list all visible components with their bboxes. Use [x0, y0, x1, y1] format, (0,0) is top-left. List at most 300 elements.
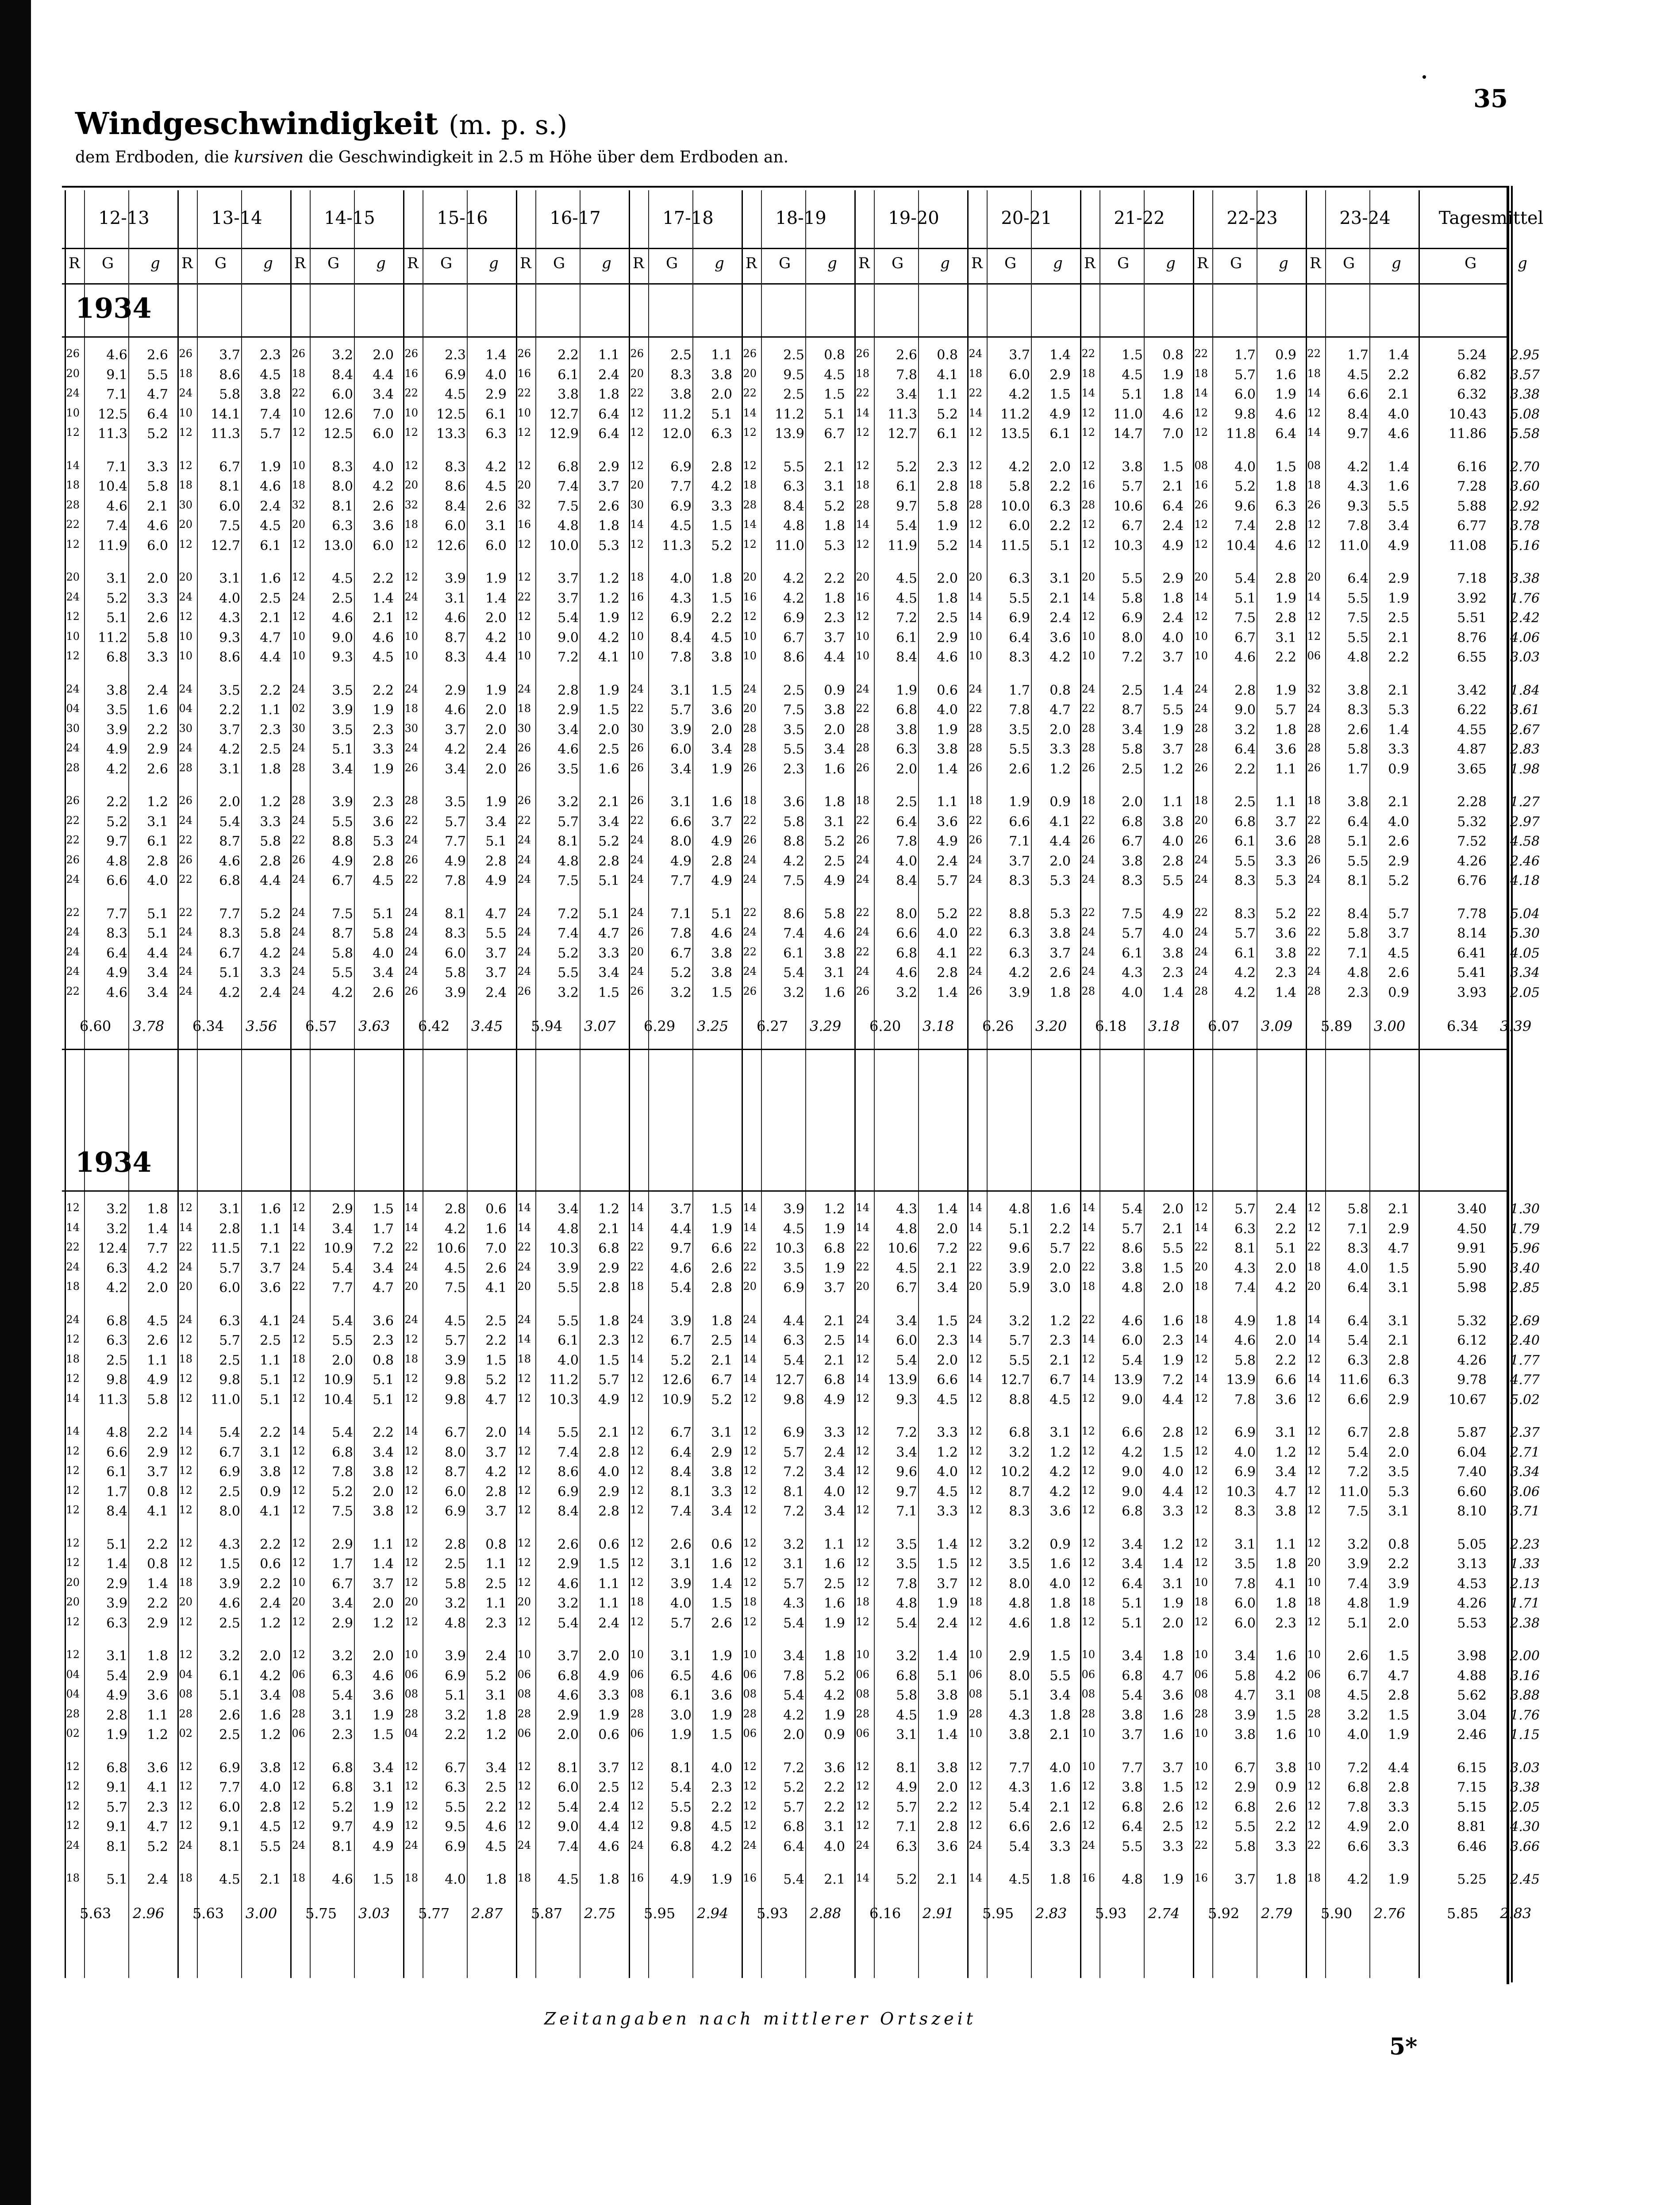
- wind-direction: 10: [856, 650, 869, 662]
- speed-G: 2.5: [219, 1727, 240, 1743]
- wind-direction: 12: [856, 1556, 869, 1569]
- wind-direction: 12: [1307, 1425, 1321, 1437]
- wind-direction: 26: [404, 347, 418, 360]
- wind-direction: 18: [856, 479, 869, 491]
- speed-G: 4.2: [1234, 985, 1256, 1001]
- speed-g: 2.2: [147, 1425, 168, 1440]
- wind-direction: 24: [179, 1260, 192, 1273]
- speed-G: 5.7: [106, 1799, 127, 1815]
- daily-G: 3.98: [1457, 1648, 1487, 1664]
- wind-direction: 10: [630, 1648, 644, 1661]
- speed-g: 4.5: [260, 367, 281, 383]
- speed-G: 6.4: [1347, 1280, 1369, 1296]
- wind-direction: 22: [743, 1241, 757, 1253]
- speed-G: 5.1: [1347, 1615, 1369, 1631]
- speed-G: 12.7: [1000, 1372, 1030, 1388]
- speed-g: 7.2: [1162, 1372, 1184, 1388]
- speed-g: 4.5: [373, 650, 394, 665]
- wind-direction: 24: [179, 742, 192, 754]
- speed-g: 1.8: [598, 518, 619, 534]
- speed-g: 7.4: [260, 406, 281, 422]
- wind-direction: 10: [404, 406, 418, 419]
- speed-G: 9.8: [1234, 406, 1256, 422]
- wind-direction: 12: [292, 610, 305, 623]
- speed-g: 4.0: [485, 367, 507, 383]
- daily-g: 3.03: [1510, 1760, 1540, 1776]
- speed-g: 3.6: [937, 814, 958, 830]
- wind-direction: 14: [969, 1872, 982, 1884]
- speed-g: 1.8: [147, 1201, 168, 1217]
- speed-G: 4.6: [445, 610, 466, 626]
- speed-g: 4.0: [937, 1464, 958, 1480]
- wind-direction: 12: [292, 1819, 305, 1832]
- wind-direction: 20: [517, 1596, 531, 1608]
- wind-direction: 12: [292, 538, 305, 550]
- speed-G: 6.0: [1009, 367, 1030, 383]
- monthly-mean-g: 2.87: [471, 1905, 503, 1922]
- section-year: 1934: [75, 1146, 152, 1178]
- speed-G: 5.7: [670, 702, 692, 718]
- speed-G: 3.7: [1122, 1727, 1143, 1743]
- speed-G: 3.4: [332, 1596, 353, 1611]
- wind-direction: 18: [1194, 367, 1208, 380]
- wind-direction: 06: [630, 1727, 644, 1739]
- wind-direction: 22: [856, 945, 869, 958]
- speed-g: 1.4: [937, 761, 958, 777]
- wind-direction: 12: [630, 1444, 644, 1457]
- speed-g: 4.9: [485, 873, 507, 889]
- speed-g: 1.8: [1275, 1556, 1296, 1572]
- speed-g: 2.2: [373, 682, 394, 698]
- speed-G: 3.1: [896, 1727, 917, 1743]
- speed-g: 1.8: [1050, 1615, 1071, 1631]
- wind-direction: 12: [1307, 1504, 1321, 1516]
- wind-direction: 28: [179, 761, 192, 774]
- speed-g: 6.7: [711, 1372, 732, 1388]
- speed-G: 6.9: [219, 1760, 240, 1776]
- wind-direction: 10: [1307, 1576, 1321, 1589]
- speed-G: 4.8: [557, 518, 579, 534]
- wind-direction: 10: [1081, 1727, 1095, 1739]
- speed-G: 7.1: [1347, 945, 1369, 961]
- speed-g: 3.7: [1162, 742, 1184, 757]
- speed-g: 4.6: [1162, 406, 1184, 422]
- speed-G: 1.7: [1347, 761, 1369, 777]
- wind-direction: 32: [404, 498, 418, 511]
- speed-g: 1.8: [824, 794, 845, 810]
- wind-direction: 24: [179, 387, 192, 399]
- speed-g: 6.3: [1050, 498, 1071, 514]
- speed-g: 1.5: [711, 590, 732, 606]
- daily-g: 3.40: [1510, 1260, 1540, 1276]
- wind-direction: 22: [969, 702, 982, 715]
- monthly-mean-g: 3.07: [584, 1018, 616, 1035]
- monthly-mean-G: 5.93: [1095, 1905, 1127, 1922]
- wind-direction: 04: [179, 1668, 192, 1681]
- speed-G: 8.3: [1009, 650, 1030, 665]
- speed-G: 3.1: [783, 1556, 804, 1572]
- speed-G: 7.8: [1009, 702, 1030, 718]
- speed-g: 4.0: [1050, 1760, 1071, 1776]
- wind-direction: 10: [517, 650, 531, 662]
- speed-G: 4.8: [896, 1221, 917, 1237]
- speed-G: 11.9: [98, 538, 127, 554]
- wind-direction: 10: [969, 630, 982, 643]
- wind-direction: 14: [404, 1201, 418, 1214]
- speed-G: 5.7: [557, 814, 579, 830]
- wind-direction: 24: [743, 1839, 757, 1851]
- speed-g: 4.7: [1275, 1484, 1296, 1500]
- wind-direction: 12: [630, 1464, 644, 1477]
- speed-g: 2.2: [1275, 650, 1296, 665]
- speed-G: 4.8: [557, 1221, 579, 1237]
- speed-g: 3.1: [373, 1780, 394, 1795]
- wind-direction: 18: [743, 794, 757, 807]
- speed-G: 7.4: [1234, 1280, 1256, 1296]
- wind-direction: 22: [969, 945, 982, 958]
- speed-g: 5.2: [937, 406, 958, 422]
- wind-direction: 22: [1081, 347, 1095, 360]
- speed-G: 5.5: [1009, 742, 1030, 757]
- speed-G: 4.2: [332, 985, 353, 1001]
- speed-G: 12.7: [549, 406, 579, 422]
- wind-direction: 20: [404, 1596, 418, 1608]
- daily-G: 5.41: [1457, 965, 1487, 981]
- speed-G: 8.3: [1234, 1504, 1256, 1519]
- speed-g: 4.4: [147, 945, 168, 961]
- speed-g: 0.8: [1050, 682, 1071, 698]
- wind-direction: 12: [630, 1372, 644, 1385]
- speed-G: 3.5: [557, 761, 579, 777]
- wind-direction: 24: [856, 965, 869, 977]
- sub-header-g: [940, 254, 950, 272]
- speed-g: 1.1: [711, 347, 732, 363]
- speed-g: 2.0: [937, 1221, 958, 1237]
- speed-G: 2.0: [896, 761, 917, 777]
- speed-G: 5.8: [1122, 590, 1143, 606]
- speed-G: 5.2: [557, 945, 579, 961]
- speed-g: 4.9: [937, 834, 958, 849]
- speed-G: 2.9: [1234, 1780, 1256, 1795]
- wind-direction: 18: [179, 1872, 192, 1884]
- daily-G: 7.52: [1457, 834, 1487, 849]
- speed-G: 6.1: [557, 367, 579, 383]
- wind-direction: 14: [969, 1333, 982, 1345]
- speed-G: 6.4: [1122, 1819, 1143, 1835]
- speed-G: 7.5: [557, 873, 579, 889]
- speed-g: 3.7: [1162, 1760, 1184, 1776]
- speed-G: 7.8: [1234, 1576, 1256, 1592]
- speed-G: 6.0: [1009, 518, 1030, 534]
- wind-direction: 18: [969, 479, 982, 491]
- wind-direction: 26: [856, 347, 869, 360]
- speed-G: 2.8: [106, 1707, 127, 1723]
- daily-G: 5.24: [1457, 347, 1487, 363]
- wind-direction: 26: [517, 742, 531, 754]
- wind-direction: 22: [743, 1260, 757, 1273]
- speed-g: 5.1: [937, 1668, 958, 1684]
- speed-g: 2.4: [1050, 610, 1071, 626]
- wind-direction: 10: [856, 630, 869, 643]
- wind-direction: 14: [292, 1425, 305, 1437]
- speed-g: 4.7: [260, 630, 281, 646]
- speed-g: 5.1: [373, 1392, 394, 1408]
- speed-G: 4.9: [1347, 1819, 1369, 1835]
- speed-G: 2.2: [219, 702, 240, 718]
- speed-g: 2.8: [260, 853, 281, 869]
- speed-g: 1.2: [260, 794, 281, 810]
- wind-direction: 10: [292, 1576, 305, 1589]
- speed-g: 3.3: [1162, 1504, 1184, 1519]
- hour-header: 17-18: [662, 208, 714, 228]
- wind-direction: 06: [969, 1668, 982, 1681]
- wind-direction: 12: [292, 1648, 305, 1661]
- speed-G: 2.5: [1122, 682, 1143, 698]
- wind-direction: 14: [743, 518, 757, 531]
- wind-direction: 12: [630, 1536, 644, 1549]
- wind-direction: 28: [1307, 985, 1321, 997]
- speed-g: 2.1: [824, 1872, 845, 1887]
- daily-g: 3.34: [1510, 1464, 1540, 1480]
- speed-g: 5.3: [824, 538, 845, 554]
- speed-G: 5.1: [1009, 1221, 1030, 1237]
- speed-g: 2.0: [937, 571, 958, 586]
- wind-direction: 12: [743, 1464, 757, 1477]
- wind-direction: 10: [1194, 630, 1208, 643]
- speed-G: 3.9: [445, 1352, 466, 1368]
- speed-g: 2.4: [260, 1596, 281, 1611]
- speed-G: 6.9: [783, 610, 804, 626]
- wind-direction: 12: [66, 1333, 80, 1345]
- wind-direction: 28: [404, 794, 418, 807]
- wind-direction: 28: [292, 794, 305, 807]
- speed-g: 4.2: [147, 1260, 168, 1276]
- daily-g: 3.88: [1510, 1688, 1540, 1703]
- wind-direction: 18: [404, 518, 418, 531]
- speed-g: 2.8: [937, 1819, 958, 1835]
- speed-g: 2.9: [598, 1260, 619, 1276]
- speed-G: 10.3: [1113, 538, 1143, 554]
- speed-G: 3.7: [557, 590, 579, 606]
- speed-G: 3.2: [332, 347, 353, 363]
- sub-header-R: R: [971, 254, 983, 272]
- wind-direction: 24: [969, 965, 982, 977]
- speed-G: 4.2: [106, 1280, 127, 1296]
- daily-G: 5.88: [1457, 498, 1487, 514]
- speed-g: 3.7: [485, 1504, 507, 1519]
- speed-G: 5.1: [332, 742, 353, 757]
- speed-G: 3.4: [332, 1221, 353, 1237]
- speed-G: 8.1: [219, 1839, 240, 1855]
- speed-G: 9.0: [1122, 1392, 1143, 1408]
- speed-g: 3.1: [1388, 1313, 1409, 1329]
- speed-g: 3.6: [711, 1688, 732, 1703]
- speed-g: 3.7: [824, 630, 845, 646]
- speed-G: 6.9: [445, 367, 466, 383]
- speed-g: 1.8: [598, 387, 619, 402]
- speed-G: 8.3: [106, 926, 127, 941]
- wind-direction: 12: [404, 1333, 418, 1345]
- wind-direction: 24: [743, 682, 757, 695]
- speed-G: 8.1: [219, 479, 240, 494]
- speed-G: 3.8: [557, 387, 579, 402]
- speed-G: 8.0: [896, 906, 917, 922]
- wind-direction: 32: [517, 498, 531, 511]
- speed-G: 8.4: [670, 1464, 692, 1480]
- speed-g: 4.9: [598, 1392, 619, 1408]
- wind-direction: 24: [1307, 965, 1321, 977]
- speed-G: 2.0: [783, 1727, 804, 1743]
- speed-G: 9.6: [896, 1464, 917, 1480]
- speed-G: 4.0: [896, 853, 917, 869]
- wind-direction: 12: [1307, 1615, 1321, 1628]
- speed-g: 2.3: [937, 1333, 958, 1348]
- speed-g: 3.7: [711, 814, 732, 830]
- speed-G: 8.3: [1234, 873, 1256, 889]
- speed-G: 5.1: [1009, 1688, 1030, 1703]
- wind-direction: 22: [1307, 945, 1321, 958]
- speed-G: 2.0: [557, 1727, 579, 1743]
- speed-g: 2.1: [1050, 1799, 1071, 1815]
- wind-direction: 24: [856, 926, 869, 938]
- speed-g: 4.0: [824, 1839, 845, 1855]
- wind-direction: 10: [1194, 650, 1208, 662]
- speed-g: 5.3: [1050, 906, 1071, 922]
- speed-g: 6.0: [147, 538, 168, 554]
- daily-G: 3.04: [1457, 1707, 1487, 1723]
- wind-direction: 24: [404, 590, 418, 603]
- speed-G: 4.2: [1347, 459, 1369, 475]
- speed-g: 1.9: [373, 1799, 394, 1815]
- speed-G: 2.5: [783, 682, 804, 698]
- speed-g: 6.1: [260, 538, 281, 554]
- daily-g: 1.77: [1510, 1352, 1540, 1368]
- monthly-mean-G: 5.89: [1321, 1018, 1353, 1035]
- wind-direction: 12: [1081, 538, 1095, 550]
- speed-G: 5.1: [106, 1536, 127, 1552]
- sub-header-g-text: g: [376, 254, 386, 272]
- wind-direction: 24: [66, 1839, 80, 1851]
- wind-direction: 14: [1081, 590, 1095, 603]
- speed-g: 3.1: [1050, 571, 1071, 586]
- daily-G: 5.90: [1457, 1260, 1487, 1276]
- speed-G: 12.5: [436, 406, 466, 422]
- speed-g: 1.2: [373, 1615, 394, 1631]
- speed-G: 8.3: [332, 459, 353, 475]
- wind-direction: 14: [743, 1333, 757, 1345]
- speed-G: 6.7: [1347, 1668, 1369, 1684]
- speed-G: 11.3: [98, 426, 127, 442]
- speed-G: 4.9: [332, 853, 353, 869]
- speed-g: 3.8: [937, 742, 958, 757]
- speed-G: 5.4: [219, 814, 240, 830]
- wind-direction: 12: [404, 1576, 418, 1589]
- speed-G: 6.3: [896, 1839, 917, 1855]
- wind-direction: 28: [1307, 834, 1321, 846]
- speed-g: 2.2: [147, 722, 168, 738]
- speed-G: 9.1: [106, 1819, 127, 1835]
- monthly-mean-G: 6.60: [80, 1018, 111, 1035]
- sub-header-R: R: [181, 254, 193, 272]
- speed-G: 3.5: [1009, 722, 1030, 738]
- wind-direction: 12: [517, 610, 531, 623]
- speed-G: 6.3: [219, 1313, 240, 1329]
- wind-direction: 22: [1081, 906, 1095, 919]
- speed-G: 7.2: [1347, 1760, 1369, 1776]
- wind-direction: 12: [404, 538, 418, 550]
- wind-direction: 26: [856, 985, 869, 997]
- speed-G: 2.9: [332, 1615, 353, 1631]
- daily-G: 4.53: [1457, 1576, 1487, 1592]
- wind-direction: 24: [856, 853, 869, 866]
- daily-G: 6.76: [1457, 873, 1487, 889]
- speed-g: 1.6: [1275, 1648, 1296, 1664]
- speed-g: 2.3: [373, 794, 394, 810]
- speed-G: 3.1: [219, 1201, 240, 1217]
- speed-g: 1.5: [824, 387, 845, 402]
- speed-G: 7.1: [106, 387, 127, 402]
- speed-g: 1.6: [824, 1596, 845, 1611]
- speed-G: 6.9: [1234, 1425, 1256, 1440]
- speed-g: 3.8: [1162, 945, 1184, 961]
- speed-G: 3.7: [1009, 853, 1030, 869]
- speed-G: 7.5: [783, 873, 804, 889]
- daily-g: 3.03: [1510, 650, 1540, 665]
- wind-direction: 18: [630, 571, 644, 583]
- speed-G: 3.2: [557, 1596, 579, 1611]
- wind-direction: 24: [630, 965, 644, 977]
- wind-direction: 24: [517, 834, 531, 846]
- speed-G: 4.8: [445, 1615, 466, 1631]
- wind-direction: 26: [630, 985, 644, 997]
- speed-G: 2.3: [783, 761, 804, 777]
- speed-g: 3.1: [1275, 630, 1296, 646]
- speed-g: 2.4: [598, 367, 619, 383]
- speed-G: 3.9: [1347, 1556, 1369, 1572]
- wind-direction: 08: [292, 1688, 305, 1700]
- wind-direction: 28: [630, 1707, 644, 1720]
- speed-g: 1.8: [1162, 590, 1184, 606]
- daily-g: 2.40: [1510, 1333, 1540, 1348]
- speed-g: 5.2: [485, 1372, 507, 1388]
- speed-G: 7.5: [1347, 1504, 1369, 1519]
- speed-g: 1.1: [598, 347, 619, 363]
- wind-direction: 12: [66, 1556, 80, 1569]
- wind-direction: 12: [630, 1780, 644, 1792]
- wind-direction: 24: [969, 853, 982, 866]
- speed-G: 12.9: [549, 426, 579, 442]
- wind-direction: 18: [66, 479, 80, 491]
- speed-G: 4.3: [1347, 479, 1369, 494]
- speed-g: 2.1: [937, 1872, 958, 1887]
- speed-G: 5.5: [445, 1799, 466, 1815]
- daily-g: 3.60: [1510, 479, 1540, 494]
- speed-G: 6.3: [1009, 926, 1030, 941]
- speed-G: 6.0: [445, 1484, 466, 1500]
- speed-g: 4.6: [260, 479, 281, 494]
- speed-G: 8.4: [896, 873, 917, 889]
- speed-G: 4.3: [1122, 965, 1143, 981]
- daily-G: 3.65: [1457, 761, 1487, 777]
- speed-G: 4.9: [670, 853, 692, 869]
- speed-G: 4.3: [1009, 1780, 1030, 1795]
- speed-G: 8.6: [557, 1464, 579, 1480]
- wind-direction: 12: [1307, 1352, 1321, 1365]
- speed-g: 1.4: [1162, 1556, 1184, 1572]
- wind-direction: 16: [743, 590, 757, 603]
- col-divider: [84, 190, 85, 1978]
- speed-g: 2.2: [824, 571, 845, 586]
